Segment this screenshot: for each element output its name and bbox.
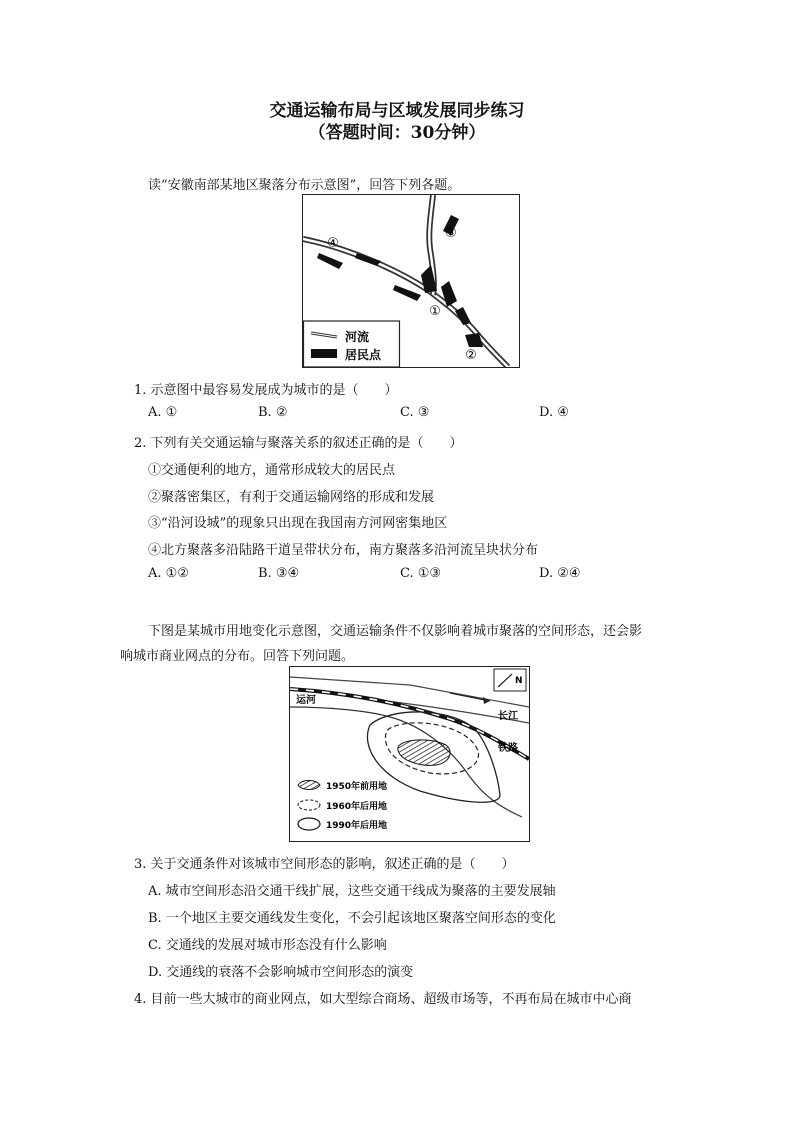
label-1: ① xyxy=(429,304,441,319)
legend-1960-symbol xyxy=(298,800,320,810)
intro-text-2-line-1: 下图是某城市用地变化示意图，交通运输条件不仅影响着城市聚落的空间形态，还会影 xyxy=(148,624,643,639)
q2-option-b[interactable]: B. ③④ xyxy=(258,566,300,581)
page-subtitle: （答题时间：30分钟） xyxy=(308,123,486,143)
question-4-stem: 4. 目前一些大城市的商业网点，如大型综合商场、超级市场等，不再布局在城市中心商 xyxy=(134,992,632,1007)
city-landuse-map xyxy=(289,666,530,842)
canal-label: 运河 xyxy=(296,695,316,706)
q1-option-c[interactable]: C. ③ xyxy=(400,405,430,420)
q2-statement-2: ②聚落密集区，有利于交通运输网络的形成和发展 xyxy=(148,490,435,505)
legend-1950-symbol xyxy=(298,781,320,790)
q2-statement-3: ③“沿河设城”的现象只出现在我国南方河网密集地区 xyxy=(148,516,448,531)
q3-option-b[interactable]: B. 一个地区主要交通线发生变化，不会引起该地区聚落空间形态的变化 xyxy=(148,911,556,926)
q1-option-a[interactable]: A. ① xyxy=(148,405,178,420)
legend-1990-label: 1990年后用地 xyxy=(326,821,388,831)
label-4: ④ xyxy=(327,236,339,251)
legend-1990-symbol xyxy=(298,818,320,830)
q1-option-b[interactable]: B. ② xyxy=(258,405,288,420)
settlement-4a xyxy=(317,253,343,269)
q3-option-a[interactable]: A. 城市空间形态沿交通干线扩展，这些交通干线成为聚落的主要发展轴 xyxy=(148,884,556,899)
legend-settlement-label: 居民点 xyxy=(345,348,382,362)
intro-text-1: 读“安徽南部某地区聚落分布示意图”，回答下列各题。 xyxy=(148,178,461,193)
label-2: ② xyxy=(465,348,477,363)
q1-option-d[interactable]: D. ④ xyxy=(539,405,569,420)
question-3-stem: 3. 关于交通条件对该城市空间形态的影响，叙述正确的是（ ） xyxy=(134,857,515,872)
legend-1950-label: 1950年前用地 xyxy=(326,782,388,792)
q2-option-a[interactable]: A. ①② xyxy=(148,566,189,581)
label-3: ③ xyxy=(445,226,457,241)
railway-label: 铁路 xyxy=(498,743,518,754)
q2-statement-1: ①交通便利的地方，通常形成较大的居民点 xyxy=(148,463,396,478)
legend-river-label: 河流 xyxy=(345,330,370,344)
q3-option-c[interactable]: C. 交通线的发展对城市形态没有什么影响 xyxy=(148,938,387,953)
question-2-stem: 2. 下列有关交通运输与聚落关系的叙述正确的是（ ） xyxy=(134,436,463,451)
settlement-symbol xyxy=(311,349,337,358)
yangtze-label: 长江 xyxy=(498,711,518,722)
settlement-4b xyxy=(355,253,381,266)
legend-1960-label: 1960年后用地 xyxy=(326,802,388,812)
city-landuse-drawing xyxy=(290,667,529,841)
q2-statement-4: ④北方聚落多沿陆路干道呈带状分布，南方聚落多沿河流呈块状分布 xyxy=(148,543,539,558)
north-label: N xyxy=(515,676,523,686)
q3-option-d[interactable]: D. 交通线的衰落不会影响城市空间形态的演变 xyxy=(148,965,414,980)
intro-text-2-line-2: 响城市商业网点的分布。回答下列问题。 xyxy=(120,649,355,664)
q2-option-c[interactable]: C. ①③ xyxy=(400,566,442,581)
question-1-stem: 1. 示意图中最容易发展成为城市的是（ ） xyxy=(134,383,398,398)
page-title: 交通运输布局与区域发展同步练习 xyxy=(269,101,525,121)
landuse-1950 xyxy=(398,740,450,765)
settlement-map-drawing xyxy=(303,195,519,367)
q2-option-d[interactable]: D. ②④ xyxy=(539,566,581,581)
settlement-center-w xyxy=(393,285,421,301)
settlement-map xyxy=(302,194,520,368)
